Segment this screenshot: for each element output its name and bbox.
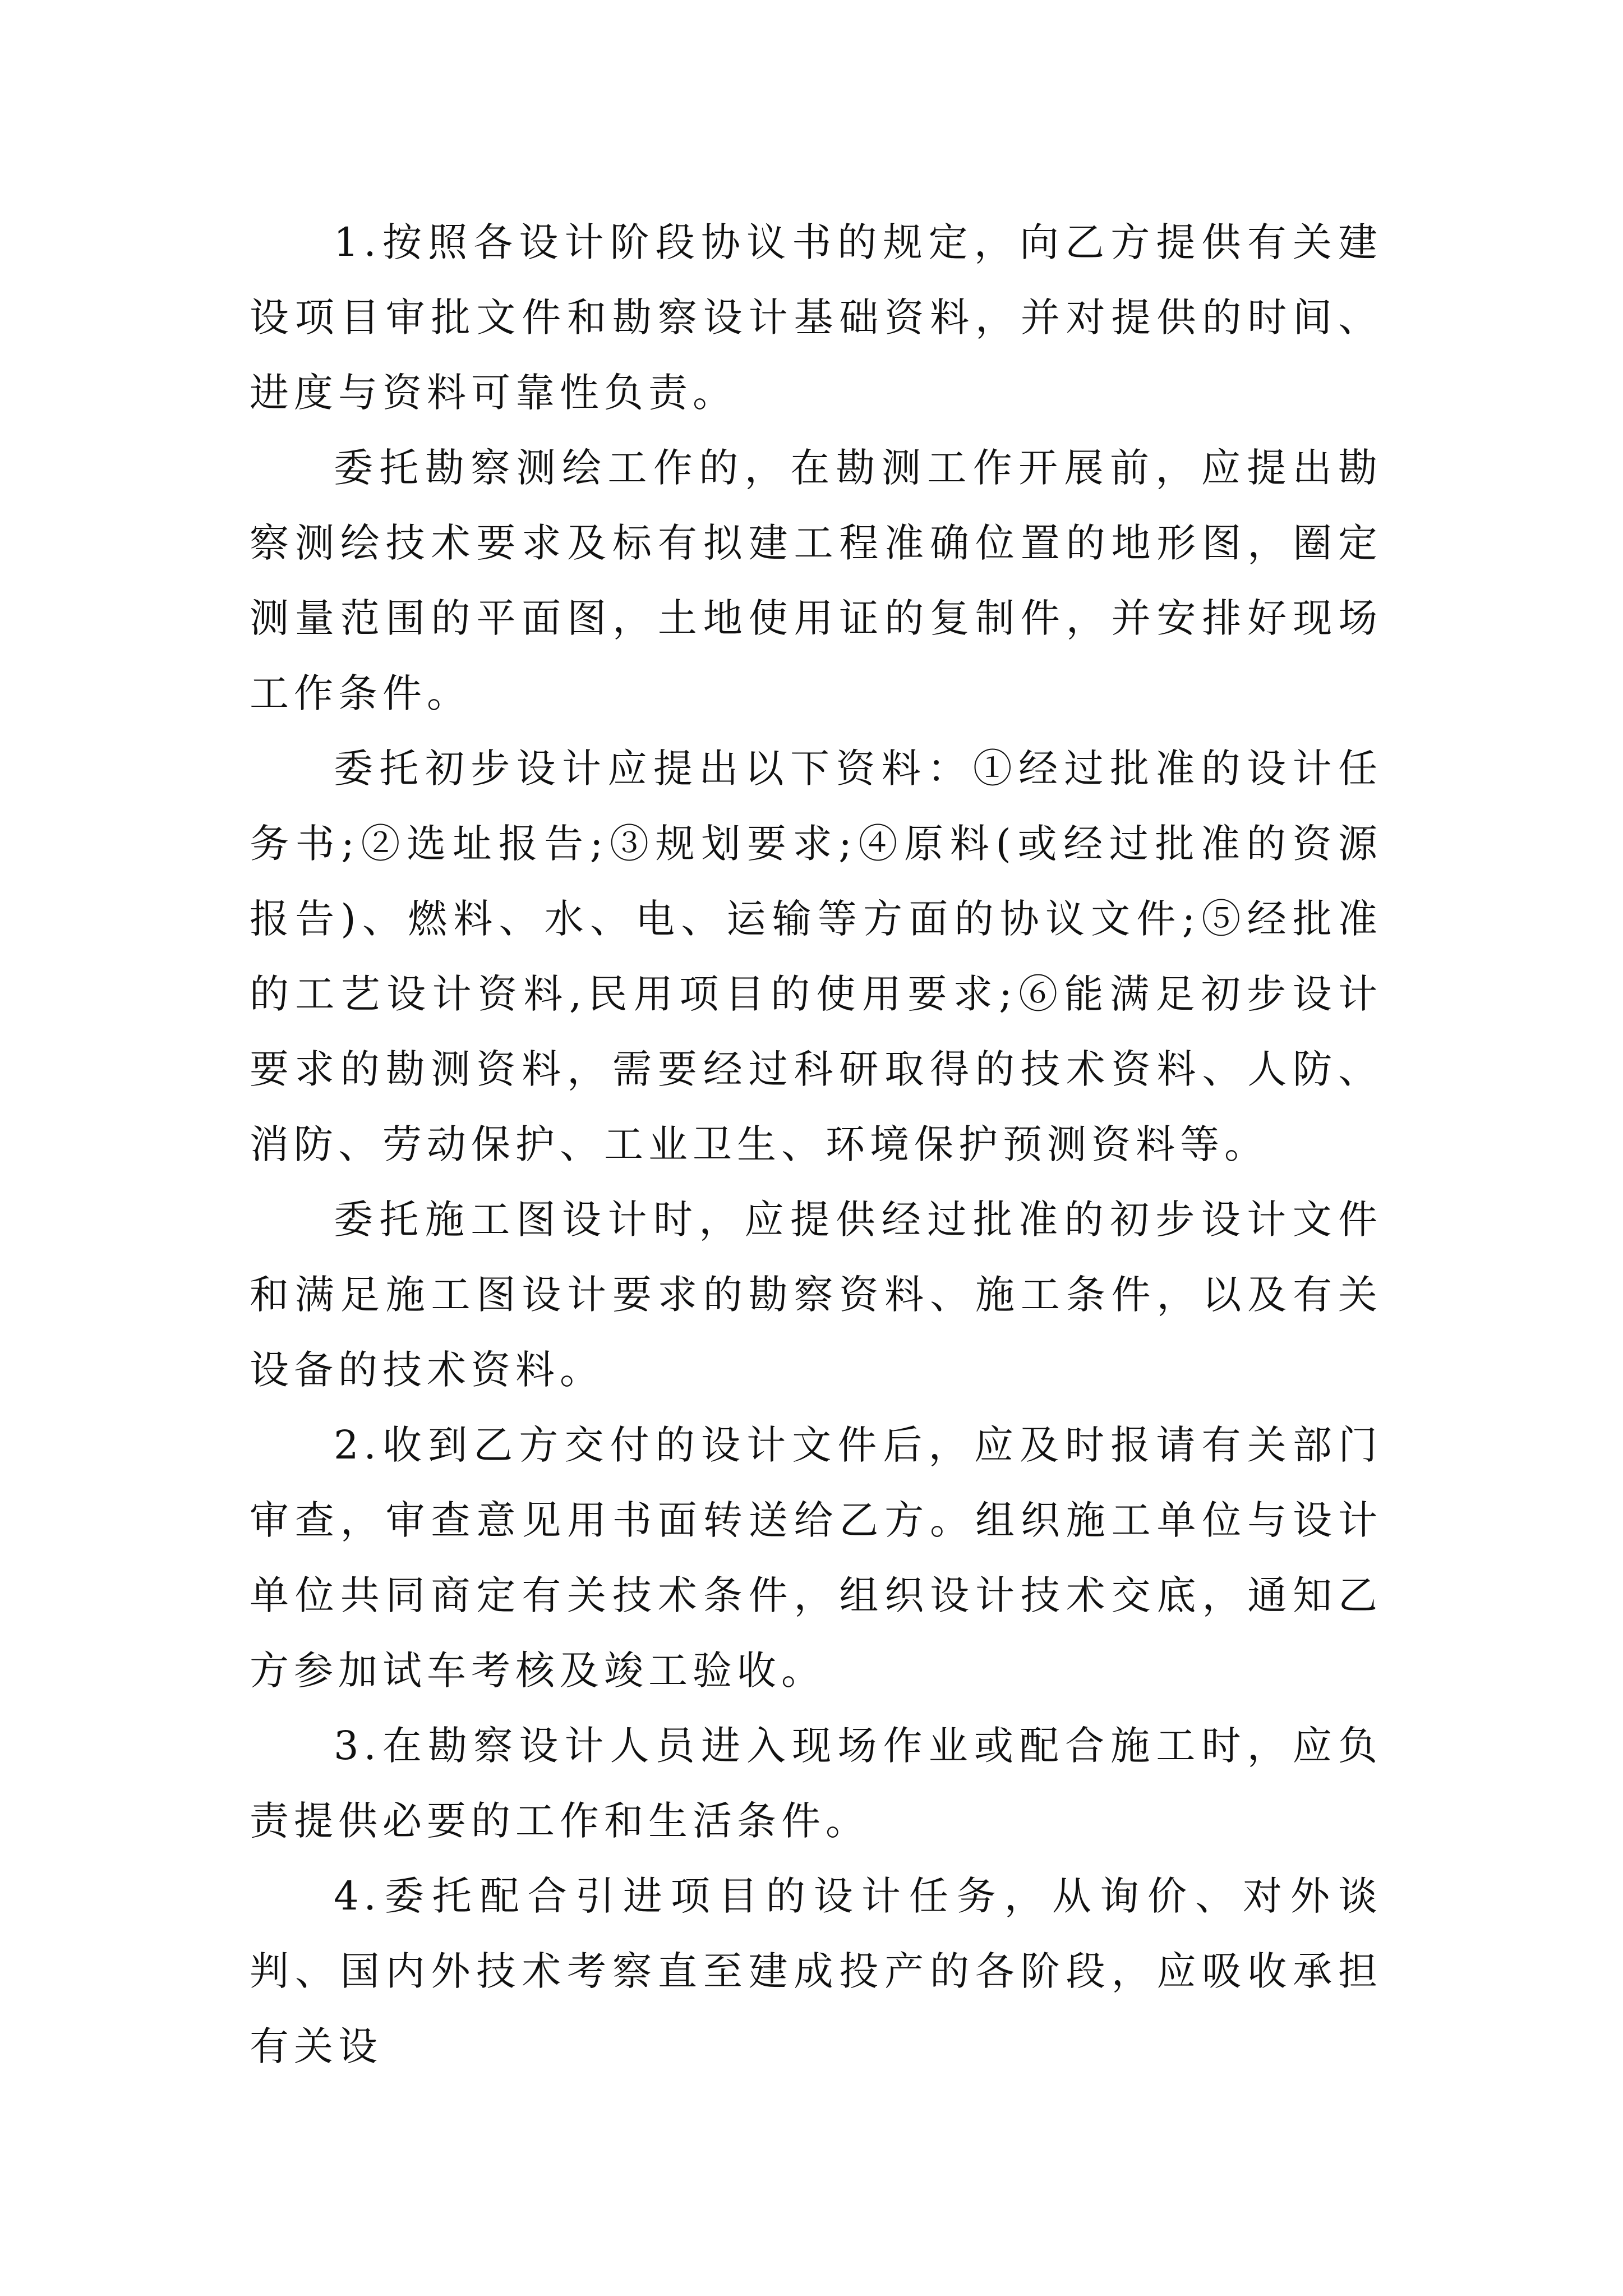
paragraph-1: 1.按照各设计阶段协议书的规定，向乙方提供有关建设项目审批文件和勘察设计基础资料，并对提供的时间、进度与资料可靠性负责。 xyxy=(250,219,1382,416)
paragraph-6: 3.在勘察设计人员进入现场作业或配合施工时，应负责提供必要的工作和生活条件。 xyxy=(250,1723,1382,1844)
paragraph-3: 委托初步设计应提出以下资料：①经过批准的设计任务书;②选址报告;③规划要求;④原料(或经过批准的资源报告)、燃料、水、电、运输等方面的协议文件;⑤经批准的工艺设计资料,民用项目的使用要求;⑥能满足初步设计要求的勘测资料，需要经过科研取得的技术资料、人防、消防、劳动保护、工业卫生、环境保护预测资料等。 xyxy=(250,746,1382,1167)
paragraph-7: 4.委托配合引进项目的设计任务，从询价、对外谈判、国内外技术考察直至建成投产的各阶段，应吸收承担有关设 xyxy=(250,1873,1382,2069)
paragraph-4: 委托施工图设计时，应提供经过批准的初步设计文件和满足施工图设计要求的勘察资料、施工条件，以及有关设备的技术资料。 xyxy=(250,1197,1382,1393)
document-body xyxy=(250,205,1382,2084)
paragraph-2: 委托勘察测绘工作的，在勘测工作开展前，应提出勘察测绘技术要求及标有拟建工程准确位置的地形图，圈定测量范围的平面图，土地使用证的复制件，并安排好现场工作条件。 xyxy=(250,445,1382,716)
paragraph-5: 2.收到乙方交付的设计文件后，应及时报请有关部门审查，审查意见用书面转送给乙方。组织施工单位与设计单位共同商定有关技术条件，组织设计技术交底，通知乙方参加试车考核及竣工验收。 xyxy=(250,1422,1382,1694)
